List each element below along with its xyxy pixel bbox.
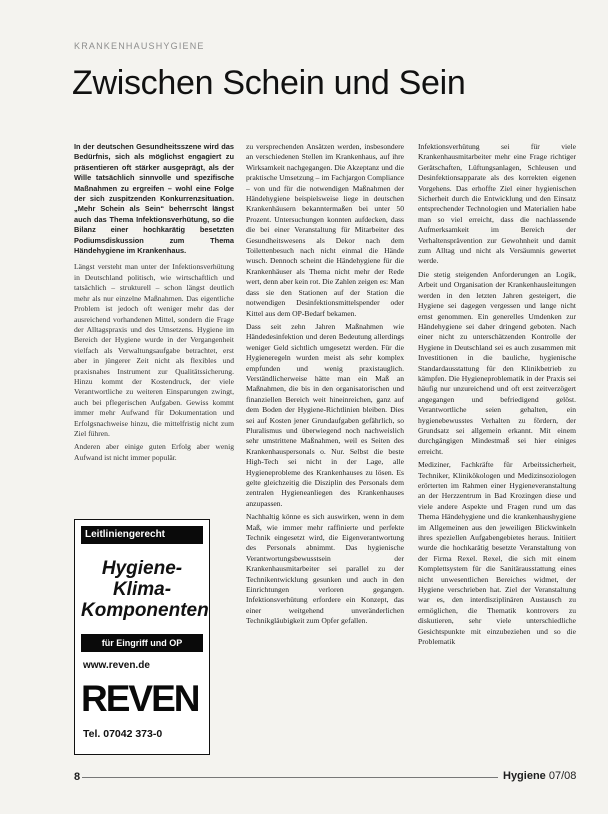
reven-logo-text: REVEN <box>81 678 199 716</box>
column-2-paragraph: Dass seit zehn Jahren Maßnahmen wie Händedesinfektion und deren Bedeutung allerdings weniger Geld sichtlich umgesetzt werden. Für die Hygieneregeln wurden meist als sehr komplex empfunden und wenig praxistauglich. Verständlicherweise hätte man ein Maß an Maßnahmen, die bis in den organisatorischen und finanziellen Bereich weit hineinreichen, ganz auf dem Boden der Hygiene-Richtlinien bleiben. Dies sei auf Kosten jener Grundaufgaben gefährlich, so Pluralismus und überwiegend noch nachweislich sehr umstrittene Maßnahmen, weil es Seiten des Krankenhauspersonals o. Nur. Selbst die beste High-Tech sei nicht in der Lage, alle Hygieneprobleme des Krankenhauses zu lösen. Es gelte gleichzeitig die Disziplin des Personals dem zentralen Hygieneanliegen des Krankenhauses anzupassen. <box>246 321 404 508</box>
article-column-2 <box>246 142 404 782</box>
footer-rule <box>82 777 498 778</box>
article-column-3 <box>418 142 576 782</box>
ad-top-label: Leitliniengerecht <box>81 526 203 544</box>
magazine-issue: 07/08 <box>548 770 577 782</box>
magazine-name: Hygiene <box>503 770 546 782</box>
column-1-paragraph: Längst versteht man unter der Infektionsverhütung in Deutschland politisch, wie wirtschaftlich und tatsächlich – strukturell – schon längst deutlich mehr als nur einzelne Maßnahmen. Das eigentliche Problem ist jedoch oft weniger mehr das der ausreichend vorhandenen Mittel, sondern die Frage der Alltagspraxis und des Umsetzens. Hygiene im Bereich der Hygiene wurde in der Vergangenheit vielfach als Verwaltungsaufgabe betrachtet, erst aber in jüngerer Zeit nicht als flexibles und praxisnahes Instrument zur Qualitätssicherung. Hinzu kommt der Kostendruck, der viele Verantwortliche zu weiteren Einsparungen zwingt, auch bei pflegerischen Aufgaben. Gewiss kommt immer mehr Aufwand für Dokumentation und Erfolgsnachweise hinzu, die mittelfristig nicht zum Ziel führen. <box>74 262 234 438</box>
ad-band: für Eingriff und OP <box>81 634 203 652</box>
article-headline: Zwischen Schein und Sein <box>72 64 466 102</box>
column-3-paragraph: Mediziner, Fachkräfte für Arbeitssicherheit, Techniker, Klinikökologen und Medizinsoziologen erörterten im Rahmen einer Hygieneveranstaltung an der Herzzentrum in Bad Krozingen diese und viele andere Aspekte und Fragen rund um das Thema Händehygiene und die krankenhaushygiene im Allgemeinen aus den jeweiligen Blickwinkeln ihres speziellen Aufgabengebietes heraus. Initiiert wurde die hochkarätig besetzte Veranstaltung von der Firma Rexel. Rexel, die sich mit einem Komplettsystem für die Sanitärausstattung eines nicht unwesentlichen Bereiches widmet, der Hygiene verschrieben hat. Ziel der Veranstaltung war es, den interdisziplinären Austausch zu ermöglichen, die Thematik kontrovers zu diskutieren, sehr viele unterschiedliche Gesichtspunkte mit einzubeziehen und so die Problematik <box>418 460 576 647</box>
column-1-paragraph-tail: Anderen aber einige guten Erfolg aber wenig Aufwand ist nicht immer populär. <box>74 442 234 462</box>
column-3-paragraph: Die stetig steigenden Anforderungen an Logik, Arbeit und Organisation der Krankenhausleitungen werden in den letzten Jahren gesteigert, die Hygiene sei dagegen vergessen und lange nicht ernst genommen. Ein generelles Umdenken zur Händehygiene sei daher dringend geboten. Nach einer nicht zu unterschätzenden Kontrolle der Hygiene in Deutschland sei es auch zusammen mit Investitionen in die bauliche, hygienische Standardausstattung für den Klinikbetrieb zu kämpfen. Die Hygieneproblematik in der Praxis sei häufig nur unzureichend und oft erst zeitverzögert angegangen und befriedigend gelöst. Verantwortliche seien gehalten, ein hygienebewusstes Verhalten zu fördern, der Grundsatz sei allgemein erkannt. Mit einem durchgängigen Mindestmaß sei hier einiges erreicht. <box>418 269 576 456</box>
column-2-paragraph: Nachhaltig könne es sich auswirken, wenn in dem Maß, wie immer mehr raffinierte und perfekte Technik eingesetzt wird, die Eigenverantwortung des Personals abnimmt. Das hygienische Verantwortungsbewusstsein der Krankenhausmitarbeiter sei parallel zu der Technikentwicklung gesunken und auch in den Einrichtungen verloren gegangen. Infektionsverhütung erfordere ein Konzept, das einer weitgehend unveränderlichen Technikgläubigkeit zum Opfer gefallen. <box>246 512 404 626</box>
column-2-paragraph: zu versprechenden Ansätzen werden, insbesondere an verschiedenen Stellen im Krankenhaus, auf ihre Wirksamkeit nachgegangen. Die Akzeptanz und die praktische Umsetzung – im Fachjargon Compliance – von und für die notwendigen Maßnahmen der Händehygiene beispielsweise liege in deutschen Krankenhäusern bekanntermaßen bei unter 50 Prozent. Untersuchungen konnten aufdecken, dass die bei einer Veranstaltung für Mitarbeiter des Gesundheitswesens als Dekor nach dem Toilettenbesuch nach nicht einmal die Hände wusch. Dennoch scheint die Händehygiene für die Krankenhäuser als Thema nicht mehr der Rede wert, denn aber kein rot. Die Zahlen zeigen es: Man dass sie den Stationen auf der Station die notwendigen Desinfektionsmittelspender oder Kittel aus dem OP-Bedarf bekamen. <box>246 142 404 318</box>
reven-logo <box>79 676 207 716</box>
ad-url: www.reven.de <box>83 660 150 671</box>
article-column-1 <box>74 142 234 508</box>
ad-telephone: Tel. 07042 373-0 <box>83 728 163 740</box>
ad-headline <box>81 558 209 621</box>
column-3-paragraph: Infektionsverhütung sei für viele Krankenhausmitarbeiter mehr eine Frage richtiger Gerätschaften, Lüftungsanlagen, Schleusen und Desinfektionsapparate als des korrekten eigenen Vorgehens. Das erhoffte Ziel einer hygienischen Sicherheit durch die Entwicklung und den Einsatz entsprechender Technologien und Materialien habe man so viel erreicht, dass die nachlassende Aufmerksamkeit im Bereich der Verhaltensprävention zur Gewohnheit und damit zum Alltag und nicht als Versäumnis gewertet werde. <box>418 142 576 266</box>
article-lead: In der deutschen Gesundheitsszene wird das Bedürfnis, sich als möglichst engagiert zu präsentieren oft stärker ausgeprägt, als der Wille tatsächlich sinnvolle und spezifische Maßnahmen zu ergreifen – wohl eine Folge der sich zuspitzenden Konkurrenzsituation. „Mehr Schein als Sein“ beherrscht längst auch das Thema Infektionsverhütung, so die Bilanz einer hochkarätig besetzten Podiumsdiskussion zum Thema Händehygiene im Krankenhaus. <box>74 142 234 256</box>
ad-headline-line: Hygiene- <box>101 558 183 579</box>
footer-magazine <box>503 770 576 782</box>
page-number: 8 <box>74 771 81 783</box>
section-kicker: KRANKENHAUSHYGIENE <box>74 41 205 51</box>
ad-headline-line: Komponenten <box>81 600 209 621</box>
advertisement-box <box>74 519 210 755</box>
ad-headline-line: Klima- <box>112 579 172 600</box>
